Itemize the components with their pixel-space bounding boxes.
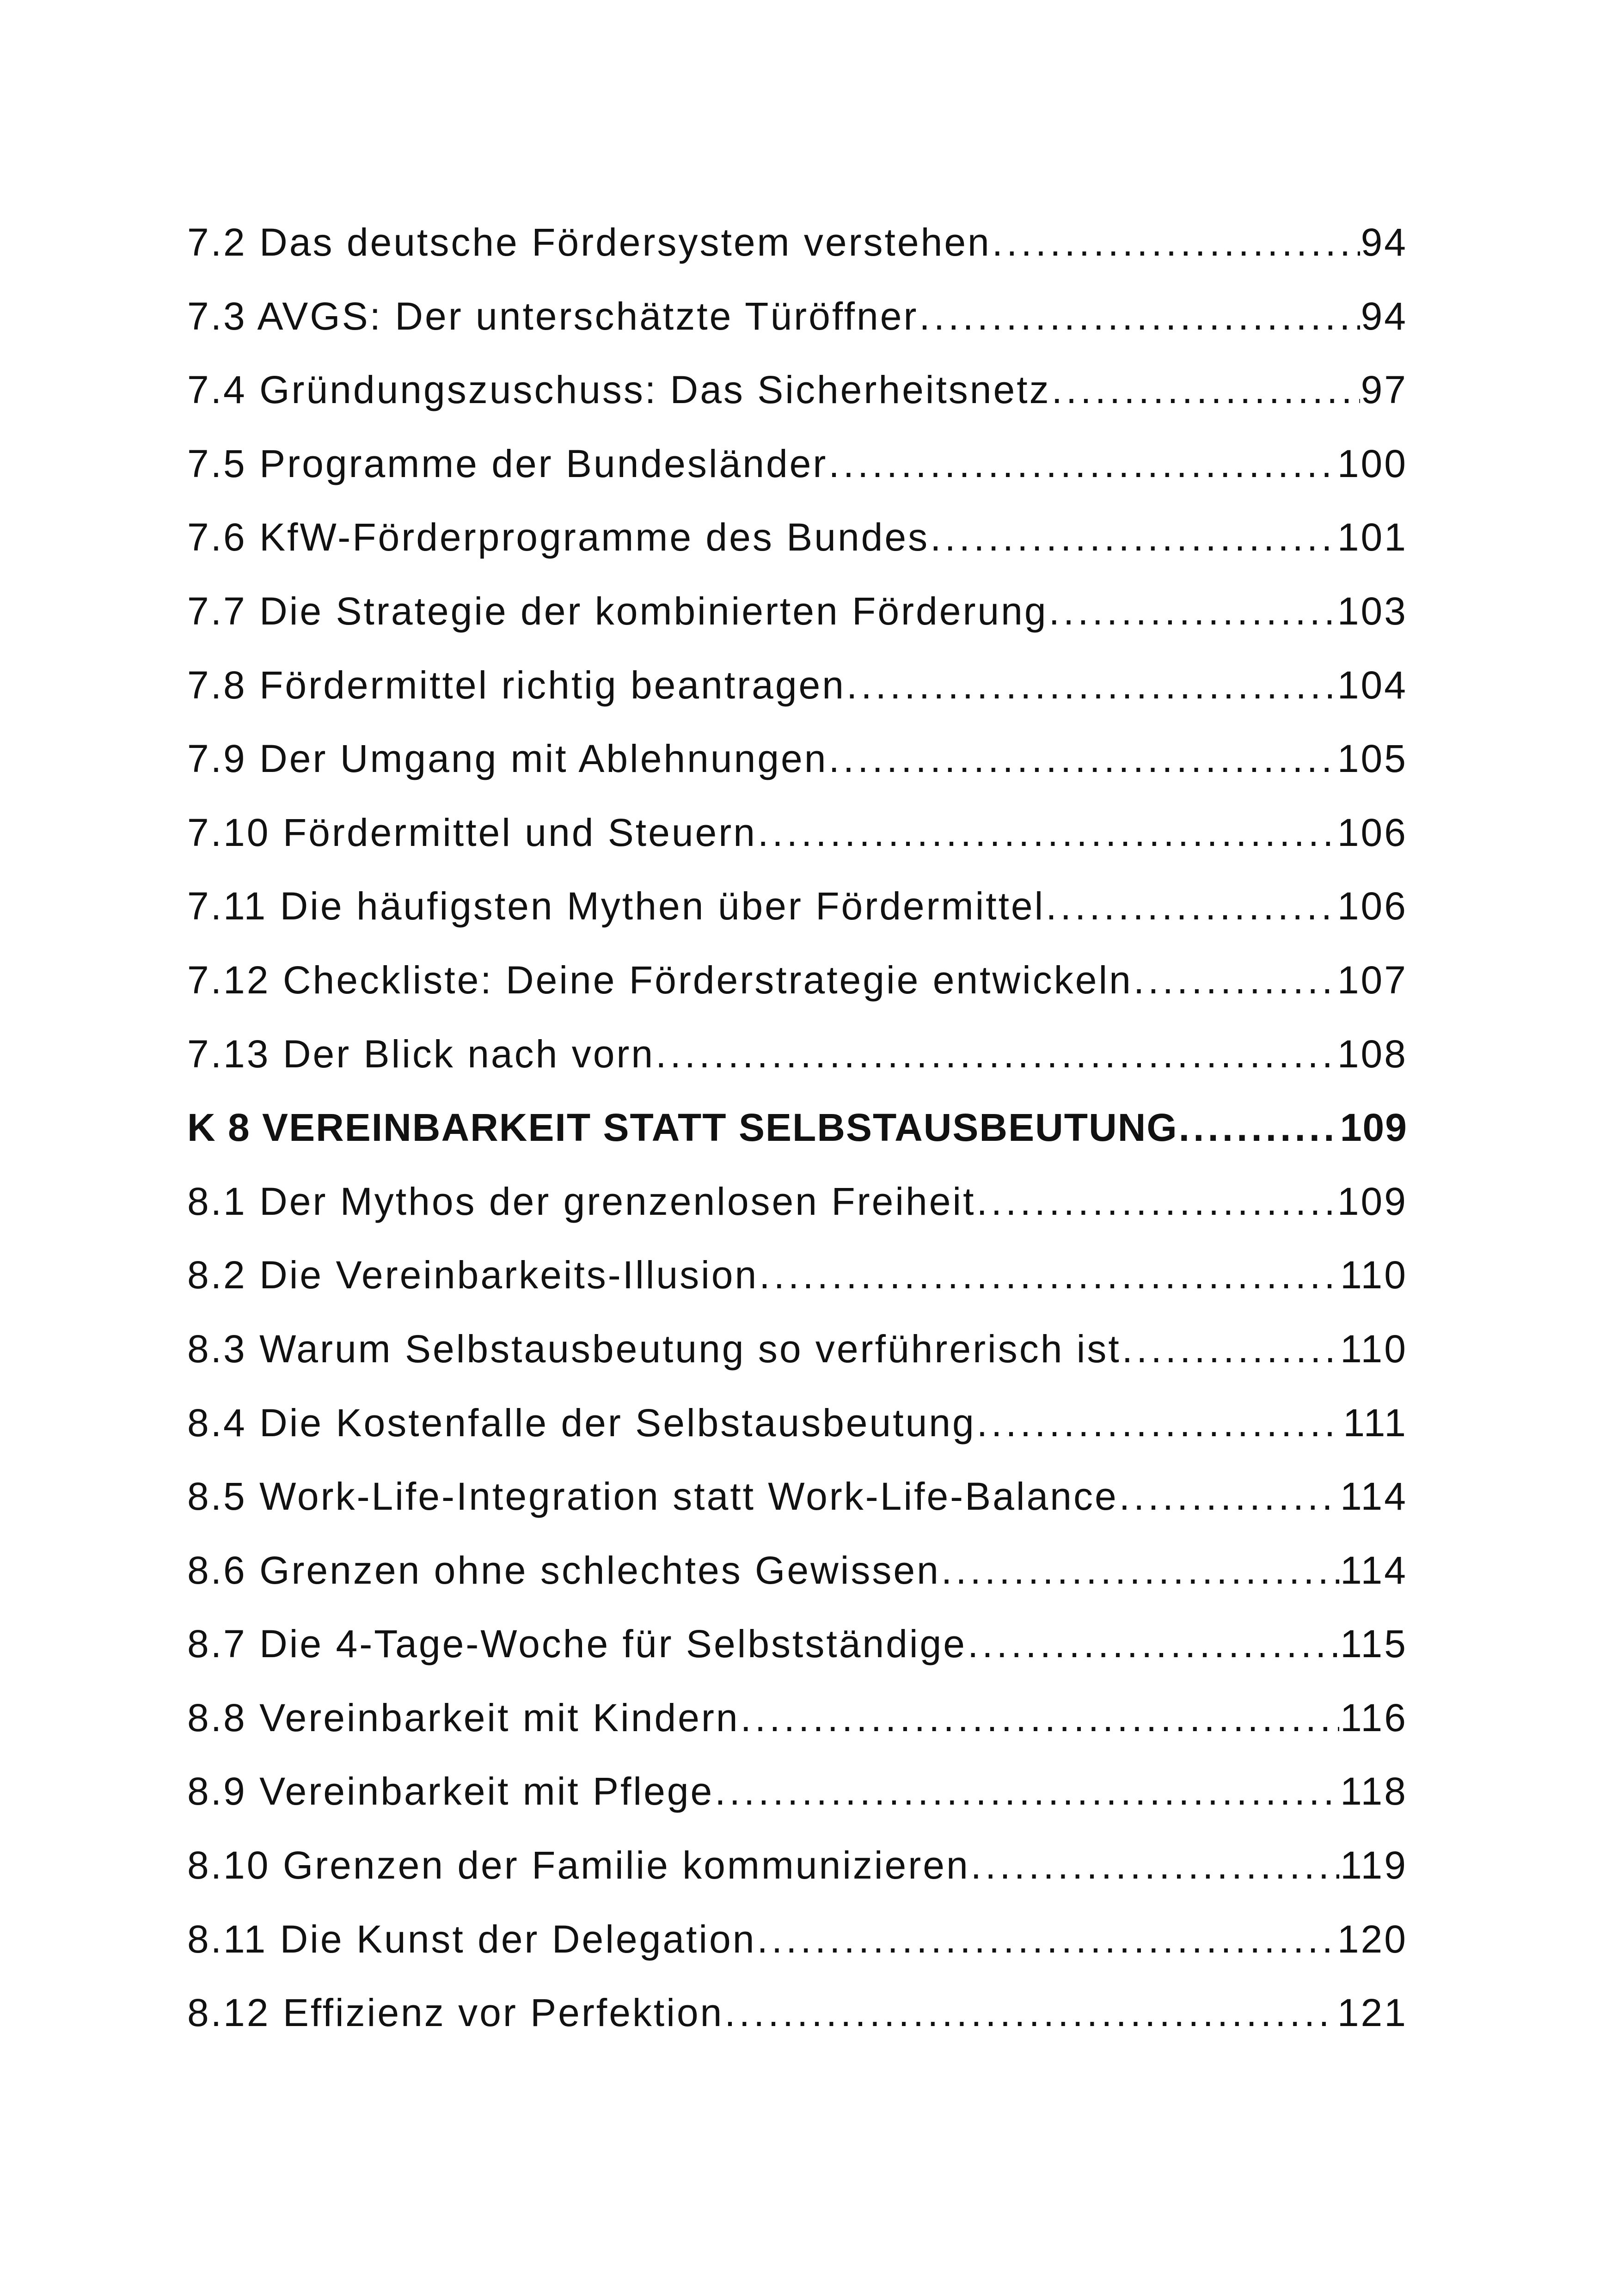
toc-entry-title: 8.8 Vereinbarkeit mit Kindern <box>187 1696 740 1739</box>
toc-dot-leader <box>1179 1091 1339 1165</box>
toc-entry-title: 8.11 Die Kunst der Delegation <box>187 1917 756 1961</box>
toc-dot-leader <box>758 796 1336 870</box>
toc-dot-leader <box>724 1976 1336 2050</box>
toc-entry-page: 121 <box>1337 1991 1408 2035</box>
toc-dot-leader <box>1046 869 1336 943</box>
toc-entry-page: 116 <box>1340 1696 1408 1739</box>
toc-dot-leader <box>715 1755 1339 1829</box>
toc-entry-title: 7.3 AVGS: Der unterschätzte Türöffner <box>187 294 919 338</box>
toc-entry-page: 120 <box>1337 1917 1408 1961</box>
toc-entry-page: 111 <box>1343 1401 1408 1445</box>
toc-dot-leader <box>846 649 1336 722</box>
toc-chapter-heading[interactable] <box>187 1091 1408 1165</box>
toc-entry[interactable] <box>187 353 1408 427</box>
toc-entry[interactable] <box>187 501 1408 575</box>
toc-entry-page: 119 <box>1340 1843 1408 1887</box>
toc-entry[interactable] <box>187 1829 1408 1903</box>
toc-entry-page: 108 <box>1337 1032 1408 1076</box>
toc-entry-title: 7.5 Programme der Bundesländer <box>187 441 828 485</box>
table-of-contents <box>187 206 1408 2050</box>
toc-dot-leader <box>828 722 1336 796</box>
toc-entry-page: 97 <box>1361 368 1408 412</box>
toc-entry-title: 8.3 Warum Selbstausbeutung so verführerisch ist <box>187 1327 1121 1371</box>
toc-entry-title: 7.7 Die Strategie der kombinierten Förderung <box>187 589 1048 633</box>
toc-dot-leader <box>828 427 1336 501</box>
toc-entry-title: 7.11 Die häufigsten Mythen über Fördermittel <box>187 884 1045 928</box>
toc-entry[interactable] <box>187 1681 1408 1755</box>
toc-dot-leader <box>1049 575 1336 649</box>
toc-dot-leader <box>757 1903 1336 1977</box>
toc-entry[interactable] <box>187 796 1408 870</box>
toc-dot-leader <box>977 1386 1342 1460</box>
toc-entry[interactable] <box>187 1238 1408 1312</box>
toc-entry-page: 101 <box>1337 515 1408 559</box>
toc-entry-title: 8.4 Die Kostenfalle der Selbstausbeutung <box>187 1401 976 1445</box>
toc-dot-leader <box>741 1681 1339 1755</box>
toc-entry[interactable] <box>187 1755 1408 1829</box>
toc-entry-title: 7.13 Der Blick nach vorn <box>187 1032 655 1076</box>
toc-entry-page: 100 <box>1337 441 1408 485</box>
toc-entry-page: 105 <box>1337 737 1408 781</box>
toc-dot-leader <box>656 1017 1336 1091</box>
toc-entry-page: 115 <box>1340 1622 1408 1666</box>
toc-dot-leader <box>1122 1312 1339 1386</box>
toc-entry-page: 110 <box>1340 1253 1408 1297</box>
toc-dot-leader <box>1052 353 1360 427</box>
toc-entry-title: 8.10 Grenzen der Familie kommunizieren <box>187 1843 970 1887</box>
toc-entry-title: 8.2 Die Vereinbarkeits-Illusion <box>187 1253 759 1297</box>
toc-chapter-title: K 8 VEREINBARKEIT STATT SELBSTAUSBEUTUNG <box>187 1106 1178 1150</box>
toc-entry-page: 94 <box>1361 220 1408 264</box>
toc-entry[interactable] <box>187 1534 1408 1608</box>
toc-entry-title: 7.2 Das deutsche Fördersystem verstehen <box>187 220 991 264</box>
toc-entry-page: 103 <box>1337 589 1408 633</box>
toc-entry-title: 8.12 Effizienz vor Perfektion <box>187 1991 724 2035</box>
toc-entry[interactable] <box>187 1607 1408 1681</box>
toc-entry-title: 8.9 Vereinbarkeit mit Pflege <box>187 1769 714 1813</box>
toc-entry-page: 109 <box>1337 1179 1408 1223</box>
toc-chapter-page: 109 <box>1340 1106 1408 1150</box>
toc-entry[interactable] <box>187 1386 1408 1460</box>
toc-entry[interactable] <box>187 1460 1408 1534</box>
toc-entry-page: 106 <box>1337 810 1408 854</box>
toc-entry-page: 107 <box>1337 958 1408 1002</box>
toc-dot-leader <box>968 1607 1339 1681</box>
toc-entry[interactable] <box>187 649 1408 722</box>
toc-entry-title: 7.10 Fördermittel und Steuern <box>187 810 757 854</box>
toc-entry-page: 110 <box>1340 1327 1408 1371</box>
toc-entry[interactable] <box>187 1312 1408 1386</box>
toc-dot-leader <box>1119 1460 1339 1534</box>
toc-entry-title: 8.5 Work-Life-Integration statt Work-Life-Balance <box>187 1475 1118 1518</box>
toc-entry[interactable] <box>187 943 1408 1017</box>
toc-entry-title: 7.12 Checkliste: Deine Förderstrategie entwickeln <box>187 958 1133 1002</box>
toc-entry-title: 8.6 Grenzen ohne schlechtes Gewissen <box>187 1548 940 1592</box>
toc-entry-page: 104 <box>1337 663 1408 707</box>
toc-entry-title: 7.4 Gründungszuschuss: Das Sicherheitsnetz <box>187 368 1051 412</box>
toc-entry-page: 114 <box>1340 1475 1408 1518</box>
toc-dot-leader <box>976 1165 1336 1239</box>
toc-entry[interactable] <box>187 1165 1408 1239</box>
toc-dot-leader <box>759 1238 1339 1312</box>
toc-entry[interactable] <box>187 869 1408 943</box>
toc-entry[interactable] <box>187 1976 1408 2050</box>
toc-dot-leader <box>930 501 1336 575</box>
toc-entry[interactable] <box>187 280 1408 354</box>
toc-entry[interactable] <box>187 575 1408 649</box>
toc-entry[interactable] <box>187 1017 1408 1091</box>
toc-entry[interactable] <box>187 206 1408 280</box>
toc-dot-leader <box>941 1534 1339 1608</box>
toc-entry[interactable] <box>187 427 1408 501</box>
toc-entry-title: 8.1 Der Mythos der grenzenlosen Freiheit <box>187 1179 976 1223</box>
toc-dot-leader <box>1134 943 1336 1017</box>
toc-entry-page: 114 <box>1340 1548 1408 1592</box>
toc-dot-leader <box>971 1829 1339 1903</box>
toc-entry-page: 106 <box>1337 884 1408 928</box>
toc-entry-title: 8.7 Die 4-Tage-Woche für Selbstständige <box>187 1622 967 1666</box>
toc-entry-title: 7.8 Fördermittel richtig beantragen <box>187 663 846 707</box>
toc-entry-title: 7.9 Der Umgang mit Ablehnungen <box>187 737 828 781</box>
toc-dot-leader <box>919 280 1360 354</box>
toc-entry-page: 94 <box>1361 294 1408 338</box>
toc-entry[interactable] <box>187 722 1408 796</box>
toc-dot-leader <box>992 206 1360 280</box>
toc-entry[interactable] <box>187 1903 1408 1977</box>
toc-entry-title: 7.6 KfW-Förderprogramme des Bundes <box>187 515 930 559</box>
toc-entry-page: 118 <box>1340 1769 1408 1813</box>
